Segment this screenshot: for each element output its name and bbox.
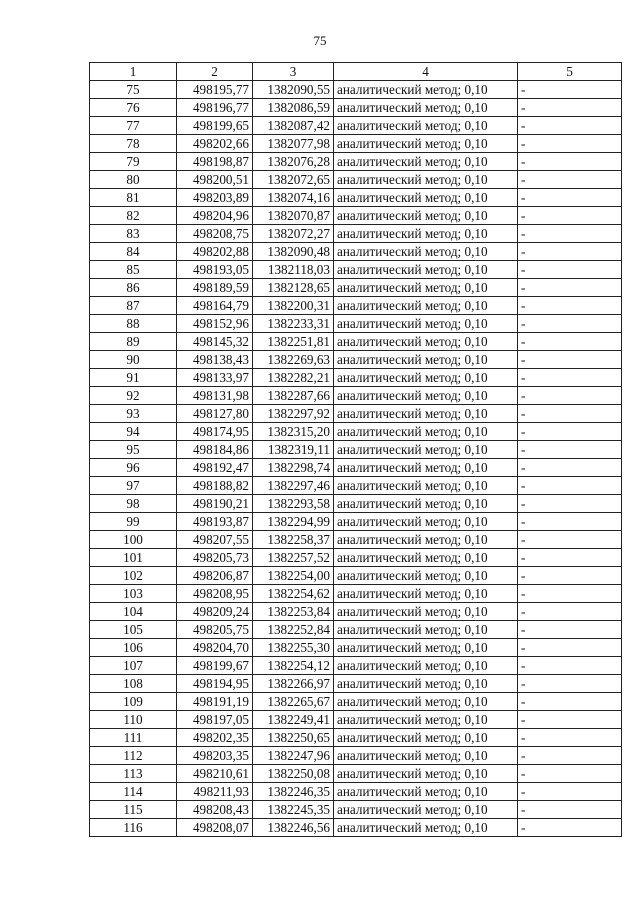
x-coordinate-cell: 498205,73 bbox=[177, 549, 253, 567]
method-cell: аналитический метод; 0,10 bbox=[334, 315, 518, 333]
note-cell: - bbox=[518, 549, 622, 567]
y-coordinate-cell: 1382282,21 bbox=[253, 369, 334, 387]
point-number-cell: 97 bbox=[90, 477, 177, 495]
y-coordinate-cell: 1382086,59 bbox=[253, 99, 334, 117]
method-cell: аналитический метод; 0,10 bbox=[334, 765, 518, 783]
table-body bbox=[90, 81, 622, 837]
point-number-cell: 81 bbox=[90, 189, 177, 207]
table-row bbox=[90, 621, 622, 639]
method-cell: аналитический метод; 0,10 bbox=[334, 567, 518, 585]
method-cell: аналитический метод; 0,10 bbox=[334, 585, 518, 603]
method-cell: аналитический метод; 0,10 bbox=[334, 243, 518, 261]
method-cell: аналитический метод; 0,10 bbox=[334, 279, 518, 297]
table-row bbox=[90, 153, 622, 171]
point-number-cell: 98 bbox=[90, 495, 177, 513]
table-row bbox=[90, 531, 622, 549]
point-number-cell: 103 bbox=[90, 585, 177, 603]
note-cell: - bbox=[518, 531, 622, 549]
point-number-cell: 111 bbox=[90, 729, 177, 747]
y-coordinate-cell: 1382250,08 bbox=[253, 765, 334, 783]
note-cell: - bbox=[518, 81, 622, 99]
note-cell: - bbox=[518, 585, 622, 603]
note-cell: - bbox=[518, 459, 622, 477]
point-number-cell: 106 bbox=[90, 639, 177, 657]
table-row bbox=[90, 765, 622, 783]
table-row bbox=[90, 333, 622, 351]
x-coordinate-cell: 498195,77 bbox=[177, 81, 253, 99]
point-number-cell: 105 bbox=[90, 621, 177, 639]
table-header-row bbox=[90, 63, 622, 81]
column-header-2: 2 bbox=[177, 63, 253, 81]
x-coordinate-cell: 498138,43 bbox=[177, 351, 253, 369]
x-coordinate-cell: 498194,95 bbox=[177, 675, 253, 693]
y-coordinate-cell: 1382265,67 bbox=[253, 693, 334, 711]
point-number-cell: 92 bbox=[90, 387, 177, 405]
x-coordinate-cell: 498206,87 bbox=[177, 567, 253, 585]
page-number: 75 bbox=[313, 33, 327, 48]
table-row bbox=[90, 423, 622, 441]
y-coordinate-cell: 1382257,52 bbox=[253, 549, 334, 567]
y-coordinate-cell: 1382247,96 bbox=[253, 747, 334, 765]
note-cell: - bbox=[518, 207, 622, 225]
note-cell: - bbox=[518, 369, 622, 387]
x-coordinate-cell: 498193,05 bbox=[177, 261, 253, 279]
note-cell: - bbox=[518, 171, 622, 189]
column-header-3: 3 bbox=[253, 63, 334, 81]
point-number-cell: 114 bbox=[90, 783, 177, 801]
y-coordinate-cell: 1382258,37 bbox=[253, 531, 334, 549]
table-row bbox=[90, 351, 622, 369]
x-coordinate-cell: 498197,05 bbox=[177, 711, 253, 729]
method-cell: аналитический метод; 0,10 bbox=[334, 531, 518, 549]
x-coordinate-cell: 498203,35 bbox=[177, 747, 253, 765]
x-coordinate-cell: 498208,95 bbox=[177, 585, 253, 603]
note-cell: - bbox=[518, 747, 622, 765]
x-coordinate-cell: 498202,88 bbox=[177, 243, 253, 261]
y-coordinate-cell: 1382070,87 bbox=[253, 207, 334, 225]
y-coordinate-cell: 1382128,65 bbox=[253, 279, 334, 297]
table-row bbox=[90, 675, 622, 693]
point-number-cell: 99 bbox=[90, 513, 177, 531]
y-coordinate-cell: 1382090,48 bbox=[253, 243, 334, 261]
y-coordinate-cell: 1382254,12 bbox=[253, 657, 334, 675]
note-cell: - bbox=[518, 135, 622, 153]
point-number-cell: 77 bbox=[90, 117, 177, 135]
note-cell: - bbox=[518, 819, 622, 837]
note-cell: - bbox=[518, 729, 622, 747]
method-cell: аналитический метод; 0,10 bbox=[334, 333, 518, 351]
y-coordinate-cell: 1382072,27 bbox=[253, 225, 334, 243]
y-coordinate-cell: 1382266,97 bbox=[253, 675, 334, 693]
note-cell: - bbox=[518, 783, 622, 801]
y-coordinate-cell: 1382287,66 bbox=[253, 387, 334, 405]
point-number-cell: 84 bbox=[90, 243, 177, 261]
note-cell: - bbox=[518, 117, 622, 135]
table-row bbox=[90, 441, 622, 459]
x-coordinate-cell: 498205,75 bbox=[177, 621, 253, 639]
x-coordinate-cell: 498191,19 bbox=[177, 693, 253, 711]
x-coordinate-cell: 498207,55 bbox=[177, 531, 253, 549]
x-coordinate-cell: 498210,61 bbox=[177, 765, 253, 783]
point-number-cell: 85 bbox=[90, 261, 177, 279]
x-coordinate-cell: 498184,86 bbox=[177, 441, 253, 459]
table-row bbox=[90, 135, 622, 153]
point-number-cell: 109 bbox=[90, 693, 177, 711]
table-row bbox=[90, 693, 622, 711]
note-cell: - bbox=[518, 333, 622, 351]
method-cell: аналитический метод; 0,10 bbox=[334, 459, 518, 477]
method-cell: аналитический метод; 0,10 bbox=[334, 225, 518, 243]
note-cell: - bbox=[518, 567, 622, 585]
note-cell: - bbox=[518, 387, 622, 405]
table-row bbox=[90, 783, 622, 801]
y-coordinate-cell: 1382233,31 bbox=[253, 315, 334, 333]
x-coordinate-cell: 498174,95 bbox=[177, 423, 253, 441]
y-coordinate-cell: 1382074,16 bbox=[253, 189, 334, 207]
point-number-cell: 79 bbox=[90, 153, 177, 171]
method-cell: аналитический метод; 0,10 bbox=[334, 819, 518, 837]
y-coordinate-cell: 1382118,03 bbox=[253, 261, 334, 279]
note-cell: - bbox=[518, 693, 622, 711]
y-coordinate-cell: 1382246,35 bbox=[253, 783, 334, 801]
y-coordinate-cell: 1382254,62 bbox=[253, 585, 334, 603]
point-number-cell: 90 bbox=[90, 351, 177, 369]
x-coordinate-cell: 498189,59 bbox=[177, 279, 253, 297]
table-row bbox=[90, 225, 622, 243]
column-header-4: 4 bbox=[334, 63, 518, 81]
method-cell: аналитический метод; 0,10 bbox=[334, 135, 518, 153]
point-number-cell: 75 bbox=[90, 81, 177, 99]
x-coordinate-cell: 498127,80 bbox=[177, 405, 253, 423]
note-cell: - bbox=[518, 495, 622, 513]
method-cell: аналитический метод; 0,10 bbox=[334, 423, 518, 441]
table-row bbox=[90, 801, 622, 819]
y-coordinate-cell: 1382090,55 bbox=[253, 81, 334, 99]
y-coordinate-cell: 1382297,92 bbox=[253, 405, 334, 423]
method-cell: аналитический метод; 0,10 bbox=[334, 513, 518, 531]
note-cell: - bbox=[518, 189, 622, 207]
method-cell: аналитический метод; 0,10 bbox=[334, 693, 518, 711]
note-cell: - bbox=[518, 297, 622, 315]
point-number-cell: 78 bbox=[90, 135, 177, 153]
table-row bbox=[90, 207, 622, 225]
method-cell: аналитический метод; 0,10 bbox=[334, 477, 518, 495]
note-cell: - bbox=[518, 801, 622, 819]
y-coordinate-cell: 1382076,28 bbox=[253, 153, 334, 171]
table-row bbox=[90, 81, 622, 99]
method-cell: аналитический метод; 0,10 bbox=[334, 441, 518, 459]
table-row bbox=[90, 189, 622, 207]
table-row bbox=[90, 117, 622, 135]
note-cell: - bbox=[518, 225, 622, 243]
point-number-cell: 116 bbox=[90, 819, 177, 837]
y-coordinate-cell: 1382245,35 bbox=[253, 801, 334, 819]
table-row bbox=[90, 819, 622, 837]
y-coordinate-cell: 1382087,42 bbox=[253, 117, 334, 135]
method-cell: аналитический метод; 0,10 bbox=[334, 351, 518, 369]
table-row bbox=[90, 729, 622, 747]
y-coordinate-cell: 1382252,84 bbox=[253, 621, 334, 639]
y-coordinate-cell: 1382253,84 bbox=[253, 603, 334, 621]
point-number-cell: 76 bbox=[90, 99, 177, 117]
x-coordinate-cell: 498152,96 bbox=[177, 315, 253, 333]
y-coordinate-cell: 1382298,74 bbox=[253, 459, 334, 477]
table-row bbox=[90, 477, 622, 495]
y-coordinate-cell: 1382200,31 bbox=[253, 297, 334, 315]
table-row bbox=[90, 567, 622, 585]
y-coordinate-cell: 1382072,65 bbox=[253, 171, 334, 189]
method-cell: аналитический метод; 0,10 bbox=[334, 495, 518, 513]
y-coordinate-cell: 1382077,98 bbox=[253, 135, 334, 153]
note-cell: - bbox=[518, 639, 622, 657]
x-coordinate-cell: 498200,51 bbox=[177, 171, 253, 189]
x-coordinate-cell: 498204,96 bbox=[177, 207, 253, 225]
method-cell: аналитический метод; 0,10 bbox=[334, 747, 518, 765]
x-coordinate-cell: 498202,66 bbox=[177, 135, 253, 153]
note-cell: - bbox=[518, 603, 622, 621]
note-cell: - bbox=[518, 657, 622, 675]
x-coordinate-cell: 498198,87 bbox=[177, 153, 253, 171]
method-cell: аналитический метод; 0,10 bbox=[334, 189, 518, 207]
method-cell: аналитический метод; 0,10 bbox=[334, 207, 518, 225]
point-number-cell: 89 bbox=[90, 333, 177, 351]
table-row bbox=[90, 495, 622, 513]
x-coordinate-cell: 498208,75 bbox=[177, 225, 253, 243]
point-number-cell: 95 bbox=[90, 441, 177, 459]
y-coordinate-cell: 1382319,11 bbox=[253, 441, 334, 459]
method-cell: аналитический метод; 0,10 bbox=[334, 297, 518, 315]
table-row bbox=[90, 747, 622, 765]
x-coordinate-cell: 498145,32 bbox=[177, 333, 253, 351]
point-number-cell: 107 bbox=[90, 657, 177, 675]
y-coordinate-cell: 1382254,00 bbox=[253, 567, 334, 585]
point-number-cell: 93 bbox=[90, 405, 177, 423]
method-cell: аналитический метод; 0,10 bbox=[334, 801, 518, 819]
point-number-cell: 96 bbox=[90, 459, 177, 477]
method-cell: аналитический метод; 0,10 bbox=[334, 369, 518, 387]
method-cell: аналитический метод; 0,10 bbox=[334, 153, 518, 171]
table-row bbox=[90, 459, 622, 477]
table-row bbox=[90, 369, 622, 387]
x-coordinate-cell: 498209,24 bbox=[177, 603, 253, 621]
x-coordinate-cell: 498131,98 bbox=[177, 387, 253, 405]
table-row bbox=[90, 297, 622, 315]
method-cell: аналитический метод; 0,10 bbox=[334, 621, 518, 639]
method-cell: аналитический метод; 0,10 bbox=[334, 783, 518, 801]
table-row bbox=[90, 711, 622, 729]
x-coordinate-cell: 498192,47 bbox=[177, 459, 253, 477]
method-cell: аналитический метод; 0,10 bbox=[334, 639, 518, 657]
note-cell: - bbox=[518, 765, 622, 783]
table-row bbox=[90, 99, 622, 117]
y-coordinate-cell: 1382315,20 bbox=[253, 423, 334, 441]
table-row bbox=[90, 585, 622, 603]
y-coordinate-cell: 1382293,58 bbox=[253, 495, 334, 513]
note-cell: - bbox=[518, 261, 622, 279]
method-cell: аналитический метод; 0,10 bbox=[334, 405, 518, 423]
note-cell: - bbox=[518, 441, 622, 459]
column-header-1: 1 bbox=[90, 63, 177, 81]
note-cell: - bbox=[518, 99, 622, 117]
x-coordinate-cell: 498211,93 bbox=[177, 783, 253, 801]
note-cell: - bbox=[518, 315, 622, 333]
x-coordinate-cell: 498208,07 bbox=[177, 819, 253, 837]
point-number-cell: 113 bbox=[90, 765, 177, 783]
method-cell: аналитический метод; 0,10 bbox=[334, 729, 518, 747]
x-coordinate-cell: 498188,82 bbox=[177, 477, 253, 495]
x-coordinate-cell: 498204,70 bbox=[177, 639, 253, 657]
x-coordinate-cell: 498199,65 bbox=[177, 117, 253, 135]
note-cell: - bbox=[518, 423, 622, 441]
y-coordinate-cell: 1382297,46 bbox=[253, 477, 334, 495]
table-row bbox=[90, 639, 622, 657]
note-cell: - bbox=[518, 279, 622, 297]
y-coordinate-cell: 1382246,56 bbox=[253, 819, 334, 837]
note-cell: - bbox=[518, 711, 622, 729]
y-coordinate-cell: 1382294,99 bbox=[253, 513, 334, 531]
coordinates-table bbox=[89, 62, 622, 837]
note-cell: - bbox=[518, 243, 622, 261]
x-coordinate-cell: 498133,97 bbox=[177, 369, 253, 387]
note-cell: - bbox=[518, 477, 622, 495]
note-cell: - bbox=[518, 405, 622, 423]
method-cell: аналитический метод; 0,10 bbox=[334, 171, 518, 189]
x-coordinate-cell: 498203,89 bbox=[177, 189, 253, 207]
point-number-cell: 115 bbox=[90, 801, 177, 819]
table-row bbox=[90, 603, 622, 621]
table-row bbox=[90, 279, 622, 297]
table-row bbox=[90, 243, 622, 261]
method-cell: аналитический метод; 0,10 bbox=[334, 603, 518, 621]
point-number-cell: 88 bbox=[90, 315, 177, 333]
method-cell: аналитический метод; 0,10 bbox=[334, 81, 518, 99]
note-cell: - bbox=[518, 675, 622, 693]
y-coordinate-cell: 1382255,30 bbox=[253, 639, 334, 657]
point-number-cell: 91 bbox=[90, 369, 177, 387]
point-number-cell: 100 bbox=[90, 531, 177, 549]
method-cell: аналитический метод; 0,10 bbox=[334, 657, 518, 675]
x-coordinate-cell: 498199,67 bbox=[177, 657, 253, 675]
table-row bbox=[90, 387, 622, 405]
point-number-cell: 80 bbox=[90, 171, 177, 189]
x-coordinate-cell: 498193,87 bbox=[177, 513, 253, 531]
point-number-cell: 87 bbox=[90, 297, 177, 315]
point-number-cell: 110 bbox=[90, 711, 177, 729]
method-cell: аналитический метод; 0,10 bbox=[334, 711, 518, 729]
y-coordinate-cell: 1382269,63 bbox=[253, 351, 334, 369]
table-row bbox=[90, 513, 622, 531]
column-header-5: 5 bbox=[518, 63, 622, 81]
point-number-cell: 102 bbox=[90, 567, 177, 585]
note-cell: - bbox=[518, 153, 622, 171]
x-coordinate-cell: 498202,35 bbox=[177, 729, 253, 747]
method-cell: аналитический метод; 0,10 bbox=[334, 387, 518, 405]
y-coordinate-cell: 1382251,81 bbox=[253, 333, 334, 351]
note-cell: - bbox=[518, 513, 622, 531]
method-cell: аналитический метод; 0,10 bbox=[334, 117, 518, 135]
point-number-cell: 101 bbox=[90, 549, 177, 567]
table-row bbox=[90, 171, 622, 189]
y-coordinate-cell: 1382249,41 bbox=[253, 711, 334, 729]
table-row bbox=[90, 657, 622, 675]
point-number-cell: 112 bbox=[90, 747, 177, 765]
table-row bbox=[90, 315, 622, 333]
point-number-cell: 82 bbox=[90, 207, 177, 225]
x-coordinate-cell: 498208,43 bbox=[177, 801, 253, 819]
table-row bbox=[90, 549, 622, 567]
note-cell: - bbox=[518, 621, 622, 639]
table-row bbox=[90, 261, 622, 279]
point-number-cell: 108 bbox=[90, 675, 177, 693]
y-coordinate-cell: 1382250,65 bbox=[253, 729, 334, 747]
note-cell: - bbox=[518, 351, 622, 369]
method-cell: аналитический метод; 0,10 bbox=[334, 549, 518, 567]
method-cell: аналитический метод; 0,10 bbox=[334, 261, 518, 279]
method-cell: аналитический метод; 0,10 bbox=[334, 99, 518, 117]
point-number-cell: 86 bbox=[90, 279, 177, 297]
table-row bbox=[90, 405, 622, 423]
x-coordinate-cell: 498196,77 bbox=[177, 99, 253, 117]
point-number-cell: 94 bbox=[90, 423, 177, 441]
x-coordinate-cell: 498190,21 bbox=[177, 495, 253, 513]
point-number-cell: 104 bbox=[90, 603, 177, 621]
x-coordinate-cell: 498164,79 bbox=[177, 297, 253, 315]
method-cell: аналитический метод; 0,10 bbox=[334, 675, 518, 693]
point-number-cell: 83 bbox=[90, 225, 177, 243]
